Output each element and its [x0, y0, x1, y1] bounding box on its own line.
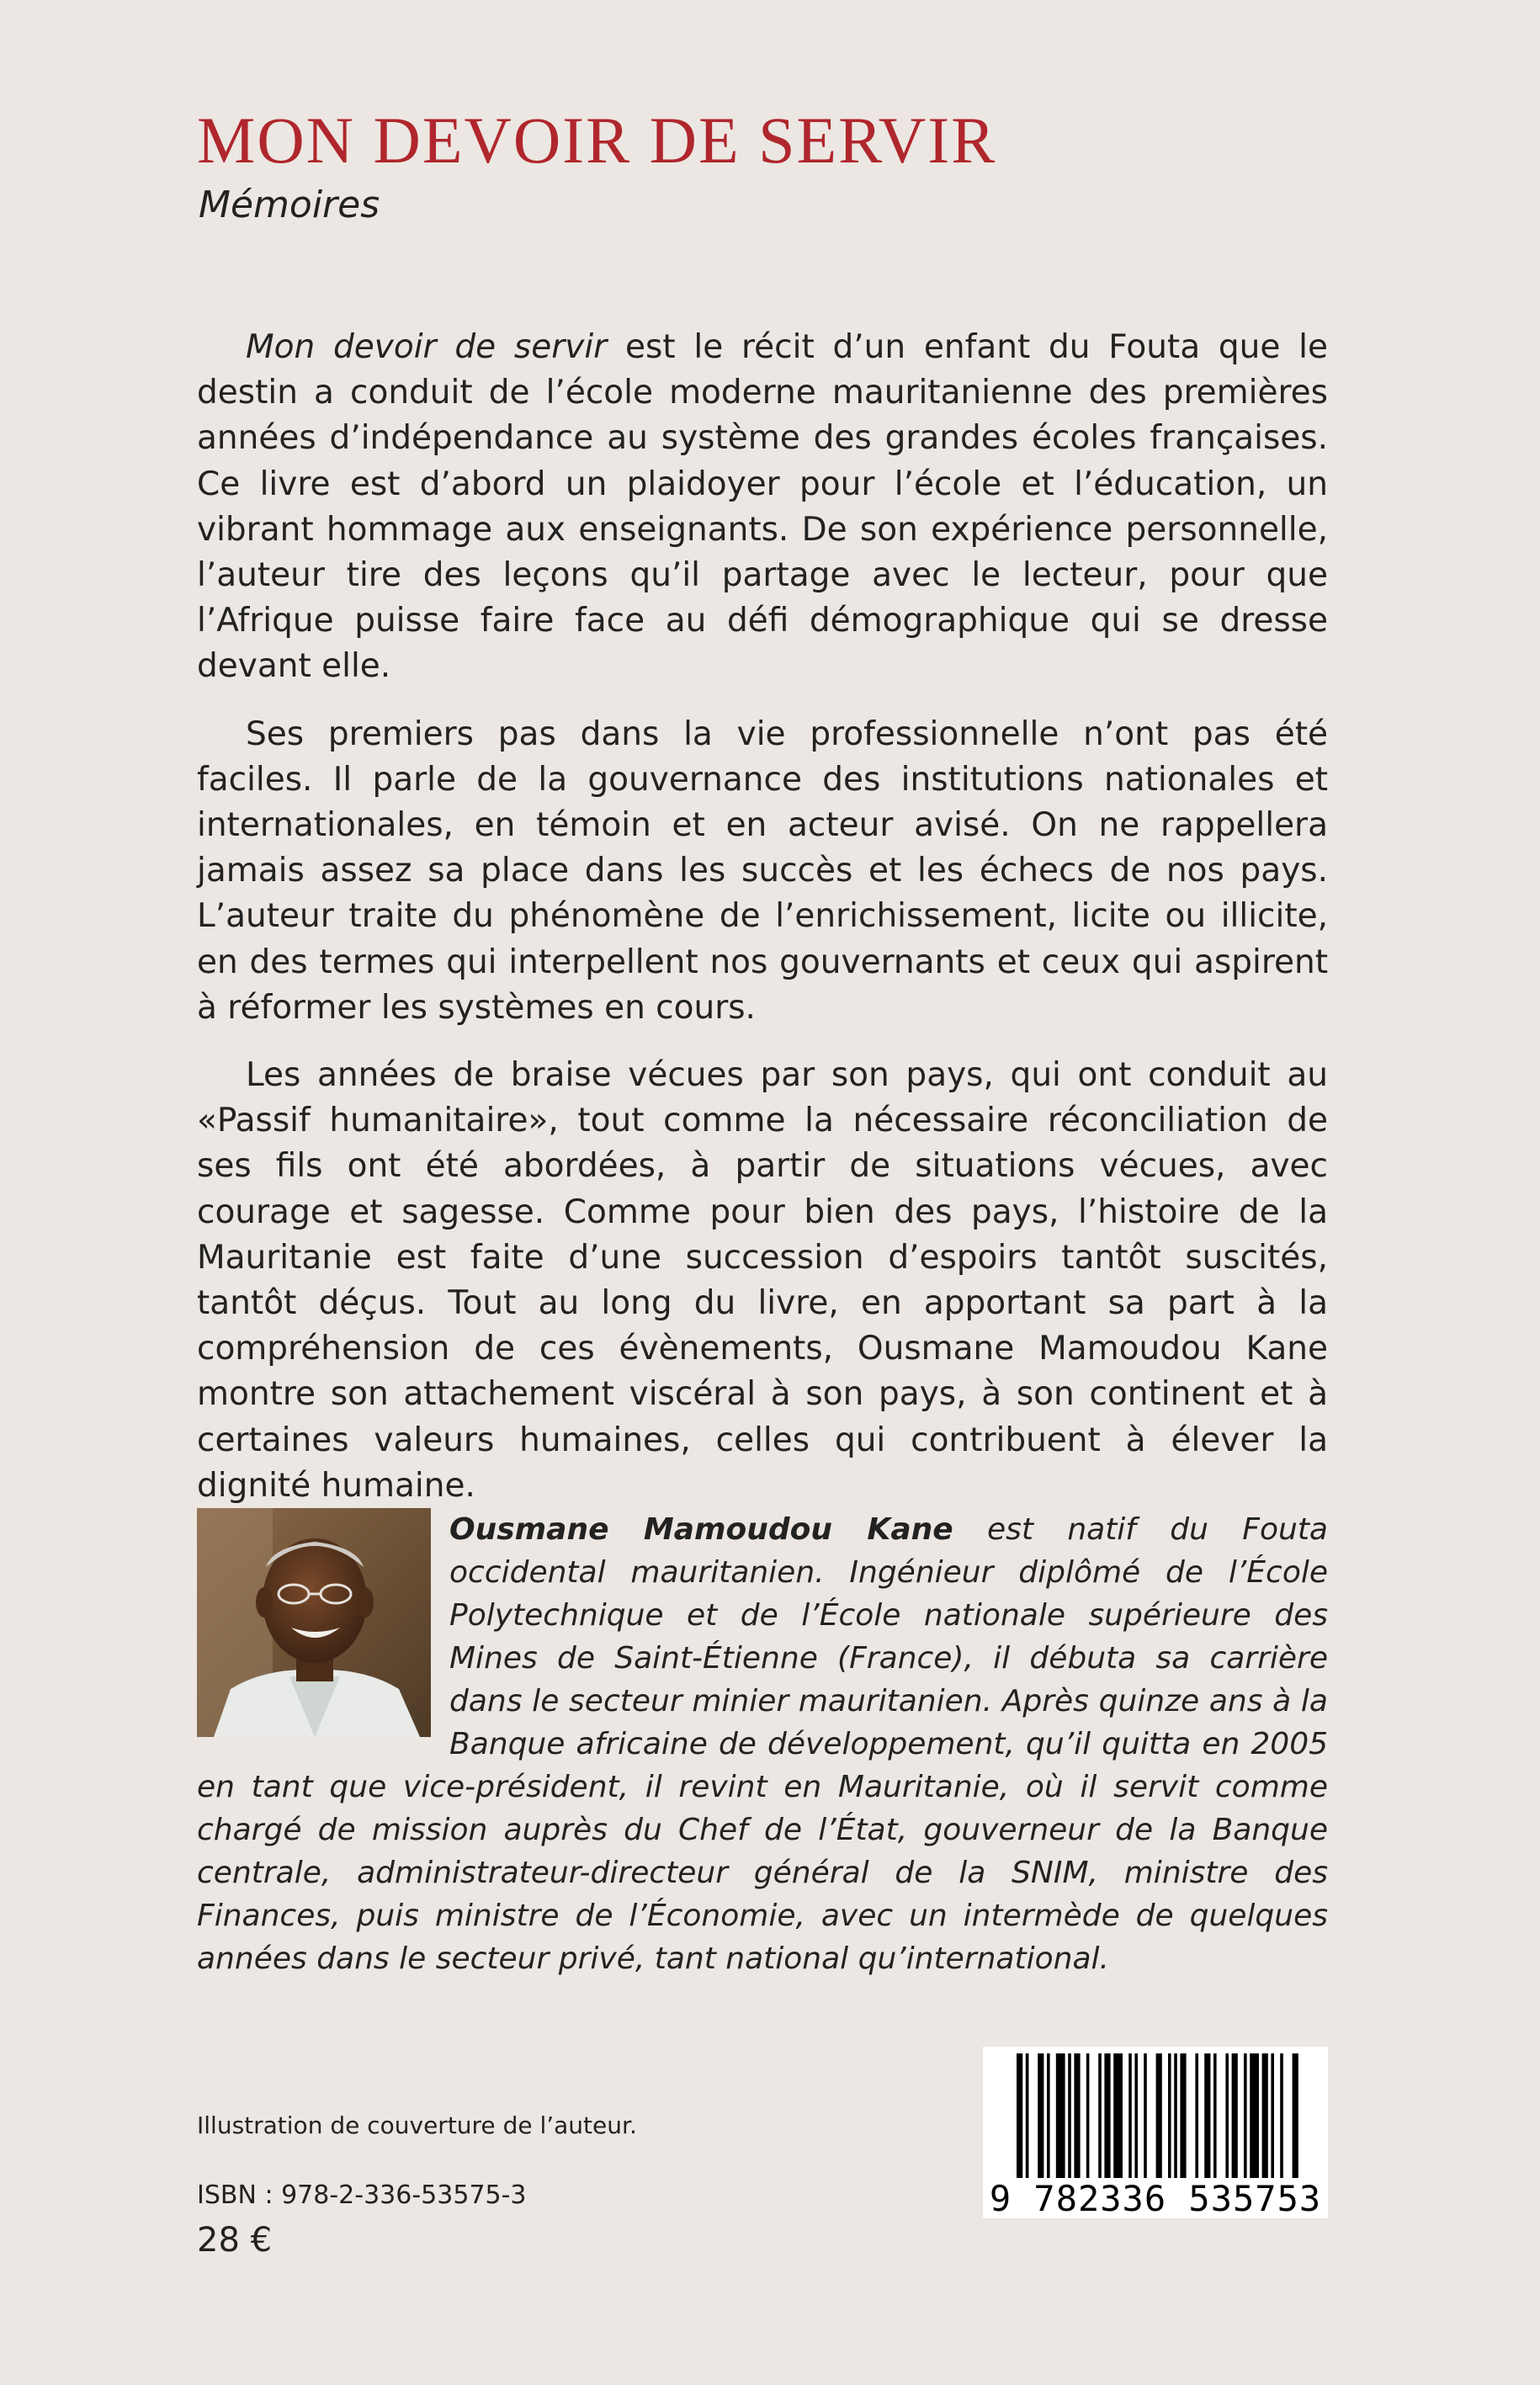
summary-paragraph-3: Les années de braise vécues par son pays, qui ont conduit au «Passif humanitaire», tout comme la nécessaire réconciliation de ses fils ont été abordées, à partir de situations vécues, avec courage et sagesse. Comme pour bien des pays, l’histoire de la Mauritanie est faite d’une succession d’espoirs tantôt suscités, tantôt déçus. Tout au long du livre, en apportant sa part à la compréhension de ces évènements, Ousmane Mamoudou Kane montre son attachement viscéral à son pays, à son continent et à certaines valeurs humaines, celles qui contribuent à élever la dignité humaine.	[197, 1056, 1328, 1505]
author-portrait-image	[197, 1508, 431, 1737]
cover-illustration-credit: Illustration de couverture de l’auteur.	[197, 2111, 637, 2139]
summary-title-reference: Mon devoir de servir	[246, 328, 608, 366]
isbn-number: ISBN : 978-2-336-53575-3	[197, 2180, 527, 2210]
summary-paragraph-2: Ses premiers pas dans la vie professionnelle n’ont pas été faciles. Il parle de la gouvernance des institutions nationales et internationales, en témoin et en acteur avisé. On ne rappellera jamais assez sa place dans les succès et les échecs de nos pays. L’auteur traite du phénomène de l’enrichissement, licite ou illicite, en des termes qui interpellent nos gouvernants et ceux qui aspirent à réformer les systèmes en cours.	[197, 714, 1328, 1027]
author-portrait	[197, 1508, 431, 1737]
barcode-digits: 9 782336 535753	[983, 2181, 1328, 2217]
book-subtitle: Mémoires	[199, 183, 380, 226]
author-bio-text: est natif du Fouta occidental mauritanien. Ingénieur diplômé de l’École Polytechnique et de l’École nationale supérieure des Mines de Saint-Étienne (France), il débuta sa carrière dans le secteur minier mauritanien. Après quinze ans à la Banque africaine de développement, qu’il quitta en 2005 en tant que vice-président, il revint en Mauritanie, où il servit comme chargé de mission auprès du Chef de l’État, gouverneur de la Banque centrale, administrateur-directeur général de la SNIM, ministre des Finances, puis ministre de l’Économie, avec un intermède de quelques années dans le secteur privé, tant national qu’international.	[197, 1512, 1328, 1976]
barcode-bars	[983, 2047, 1328, 2185]
isbn-barcode	[983, 2047, 1328, 2218]
back-cover-summary	[197, 325, 1328, 1531]
author-bio	[197, 1508, 1328, 1980]
book-price: 28 €	[197, 2221, 273, 2260]
summary-paragraph-1	[197, 325, 1328, 690]
book-title: MON DEVOIR DE SERVIR	[197, 104, 997, 177]
author-name: Ousmane Mamoudou Kane	[449, 1512, 953, 1547]
summary-paragraph-1-text: est le récit d’un enfant du Fouta que le destin a conduit de l’école moderne mauritanienne des premières années d’indépendance au système des grandes écoles françaises. Ce livre est d’abord un plaidoyer pour l’école et l’éducation, un vibrant hommage aux enseignants. De son expérience personnelle, l’auteur tire des leçons qu’il partage avec le lecteur, pour que l’Afrique puisse faire face au défi démographique qui se dresse devant elle.	[197, 328, 1328, 686]
